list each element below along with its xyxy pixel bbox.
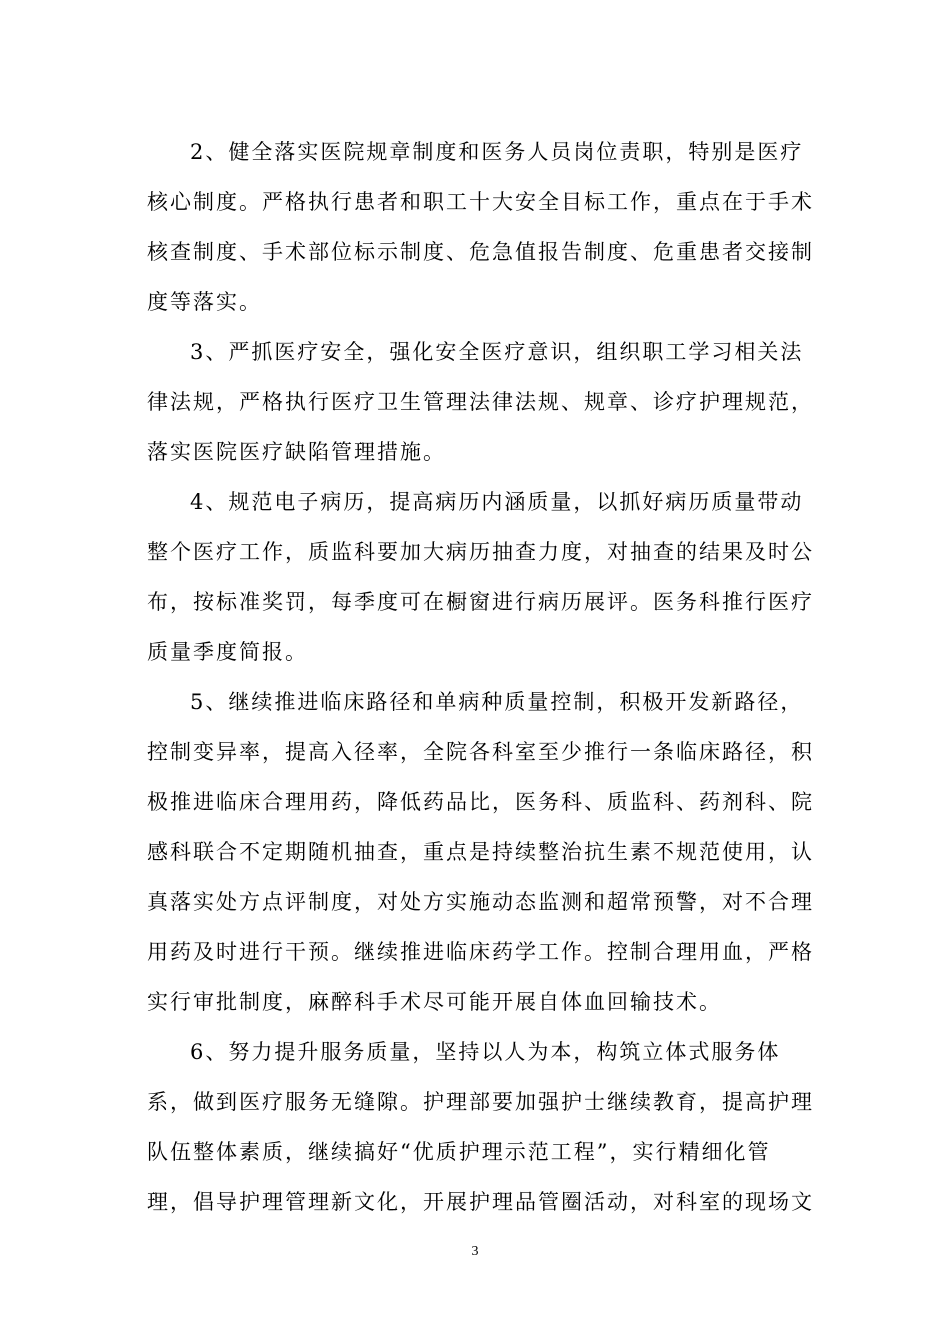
paragraph-3-line-1: 3、严抓医疗安全，强化安全医疗意识，组织职工学习相关法 xyxy=(190,340,804,364)
paragraph-2-line-4: 度等落实。 xyxy=(147,290,262,314)
paragraph-3-line-2: 律法规，严格执行医疗卫生管理法律法规、规章、诊疗护理规范， xyxy=(147,390,814,414)
paragraph-4-line-2: 整个医疗工作，质监科要加大病历抽查力度，对抽查的结果及时公 xyxy=(147,540,814,564)
paragraph-6-line-2: 系，做到医疗服务无缝隙。护理部要加强护士继续教育，提高护理 xyxy=(147,1090,814,1114)
paragraph-2-line-3: 核查制度、手术部位标示制度、危急值报告制度、危重患者交接制 xyxy=(147,240,814,264)
paragraph-6-line-1: 6、努力提升服务质量，坚持以人为本，构筑立体式服务体 xyxy=(190,1040,781,1064)
paragraph-5-line-1: 5、继续推进临床路径和单病种质量控制，积极开发新路径， xyxy=(190,690,804,714)
paragraph-2-line-1: 2、健全落实医院规章制度和医务人员岗位责职，特别是医疗 xyxy=(190,140,804,164)
paragraph-5-line-5: 真落实处方点评制度，对处方实施动态监测和超常预警，对不合理 xyxy=(147,890,814,914)
paragraph-5-line-3: 极推进临床合理用药，降低药品比，医务科、质监科、药剂科、院 xyxy=(147,790,814,814)
paragraph-5-line-2: 控制变异率，提高入径率，全院各科室至少推行一条临床路径，积 xyxy=(147,740,814,764)
paragraph-4-line-3: 布，按标准奖罚，每季度可在橱窗进行病历展评。医务科推行医疗 xyxy=(147,590,814,614)
paragraph-5-line-7: 实行审批制度，麻醉科手术尽可能开展自体血回输技术。 xyxy=(147,990,722,1014)
paragraph-4-line-1: 4、规范电子病历，提高病历内涵质量，以抓好病历质量带动 xyxy=(190,490,804,514)
paragraph-6-line-4: 理，倡导护理管理新文化，开展护理品管圈活动，对科室的现场文 xyxy=(147,1190,814,1214)
paragraph-2-line-2: 核心制度。严格执行患者和职工十大安全目标工作，重点在于手术 xyxy=(147,190,814,214)
paragraph-6-line-3: 队伍整体素质，继续搞好“优质护理示范工程”，实行精细化管 xyxy=(147,1140,771,1164)
paragraph-3-line-3: 落实医院医疗缺陷管理措施。 xyxy=(147,440,446,464)
paragraph-5-line-6: 用药及时进行干预。继续推进临床药学工作。控制合理用血，严格 xyxy=(147,940,814,964)
page-number: 3 xyxy=(471,1244,479,1259)
paragraph-4-line-4: 质量季度简报。 xyxy=(147,640,308,664)
paragraph-5-line-4: 感科联合不定期随机抽查，重点是持续整治抗生素不规范使用，认 xyxy=(147,840,814,864)
